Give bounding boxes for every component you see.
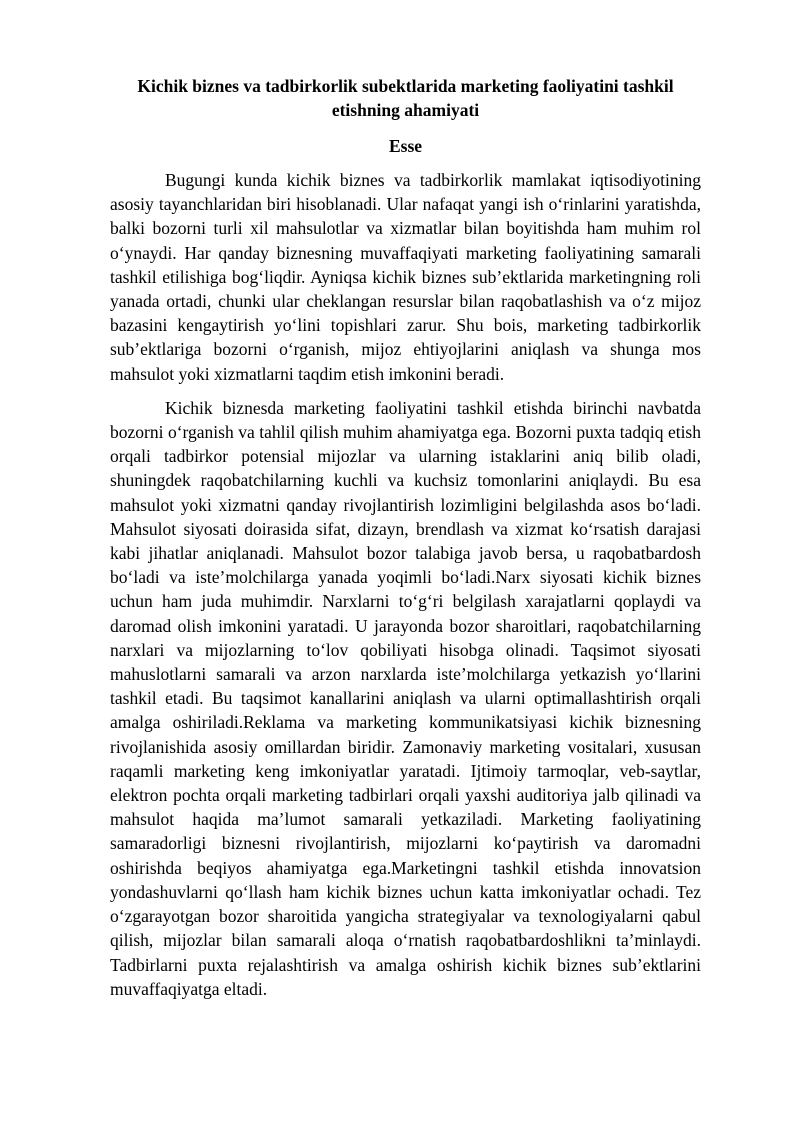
document-page [110, 74, 701, 1011]
paragraph-2: Kichik biznesda marketing faoliyatini tashkil etishda birinchi navbatda bozorni o‘rganish va tahlil qilish muhim ahamiyatga ega. Bozorni puxta tadqiq etish orqali tadbirkor potensial mijozlar va ularning istaklarini aniq bilib oladi, shuningdek raqobatchilarning kuchli va kuchsiz tomonlarini aniqlaydi. Bu esa mahsulot yoki xizmatni qanday rivojlantirish lozimligini belgilashda asos bo‘ladi. Mahsulot siyosati doirasida sifat, dizayn, brendlash va xizmat ko‘rsatish darajasi kabi jihatlar aniqlanadi. Mahsulot bozor talabiga javob bersa, u raqobatbardosh bo‘ladi va iste’molchilarga yanada yoqimli bo‘ladi.Narx siyosati kichik biznes uchun ham juda muhimdir. Narxlarni to‘g‘ri belgilash xarajatlarni qoplaydi va daromad olish imkonini yaratadi. U jarayonda bozor sharoitlari, raqobatchilarning narxlari va mijozlarning to‘lov qobiliyati hisobga olinadi. Taqsimot siyosati mahuslotlarni samarali va arzon narxlarda iste’molchilarga yetkazish yo‘llarini tashkil etadi. Bu taqsimot kanallarini aniqlash va ularni optimallashtirish orqali amalga oshiriladi.Reklama va marketing kommunikatsiyasi kichik biznesning rivojlanishida asosiy omillardan biridir. Zamonaviy marketing vositalari, xususan raqamli marketing keng imkoniyatlar yaratadi. Ijtimoiy tarmoqlar, veb-saytlar, elektron pochta orqali marketing tadbirlari orqali yaxshi auditoriya jalb qilinadi va mahsulot haqida ma’lumot samarali yetkaziladi. Marketing faoliyatining samaradorligi biznesni rivojlantirish, mijozlarni ko‘paytirish va daromadni oshirishda beqiyos ahamiyatga ega.Marketingni tashkil etishda innovatsion yondashuvlarni qo‘llash ham kichik biznes uchun katta imkoniyatlar ochadi. Tez o‘zgarayotgan bozor sharoitida yangicha strategiyalar va texnologiyalarni qabul qilish, mijozlar bilan samarali aloqa o‘rnatish raqobatbardoshlikni ta’minlaydi. Tadbirlarni puxta rejalashtirish va amalga oshirish kichik biznes sub’ektlarini muvaffaqiyatga eltadi. [110, 397, 701, 999]
document-subtitle: Esse [388, 136, 423, 156]
document-title: Kichik biznes va tadbirkorlik subektlarida marketing faoliyatini tashkil etishning ahamiyati [137, 76, 674, 120]
paragraph-1: Bugungi kunda kichik biznes va tadbirkorlik mamlakat iqtisodiyotining asosiy tayanchlaridan biri hisoblanadi. Ular nafaqat yangi ish o‘rinlarini yaratishda, balki bozorni turli xil mahsulotlar va xizmatlar bilan boyitishda ham muhim rol o‘ynaydi. Har qanday biznesning muvaffaqiyati marketing faoliyatining samarali tashkil etilishiga bog‘liqdir. Ayniqsa kichik biznes sub’ektlarida marketingning roli yanada ortadi, chunki ular cheklangan resurslar bilan raqobatlashish va o‘z mijoz bazasini kengaytirish yo‘lini topishlari zarur. Shu bois, marketing tadbirkorlik sub’ektlariga bozorni o‘rganish, mijoz ehtiyojlarini aniqlash va shunga mos mahsulot yoki xizmatlarni taqdim etish imkonini beradi. [110, 170, 701, 384]
